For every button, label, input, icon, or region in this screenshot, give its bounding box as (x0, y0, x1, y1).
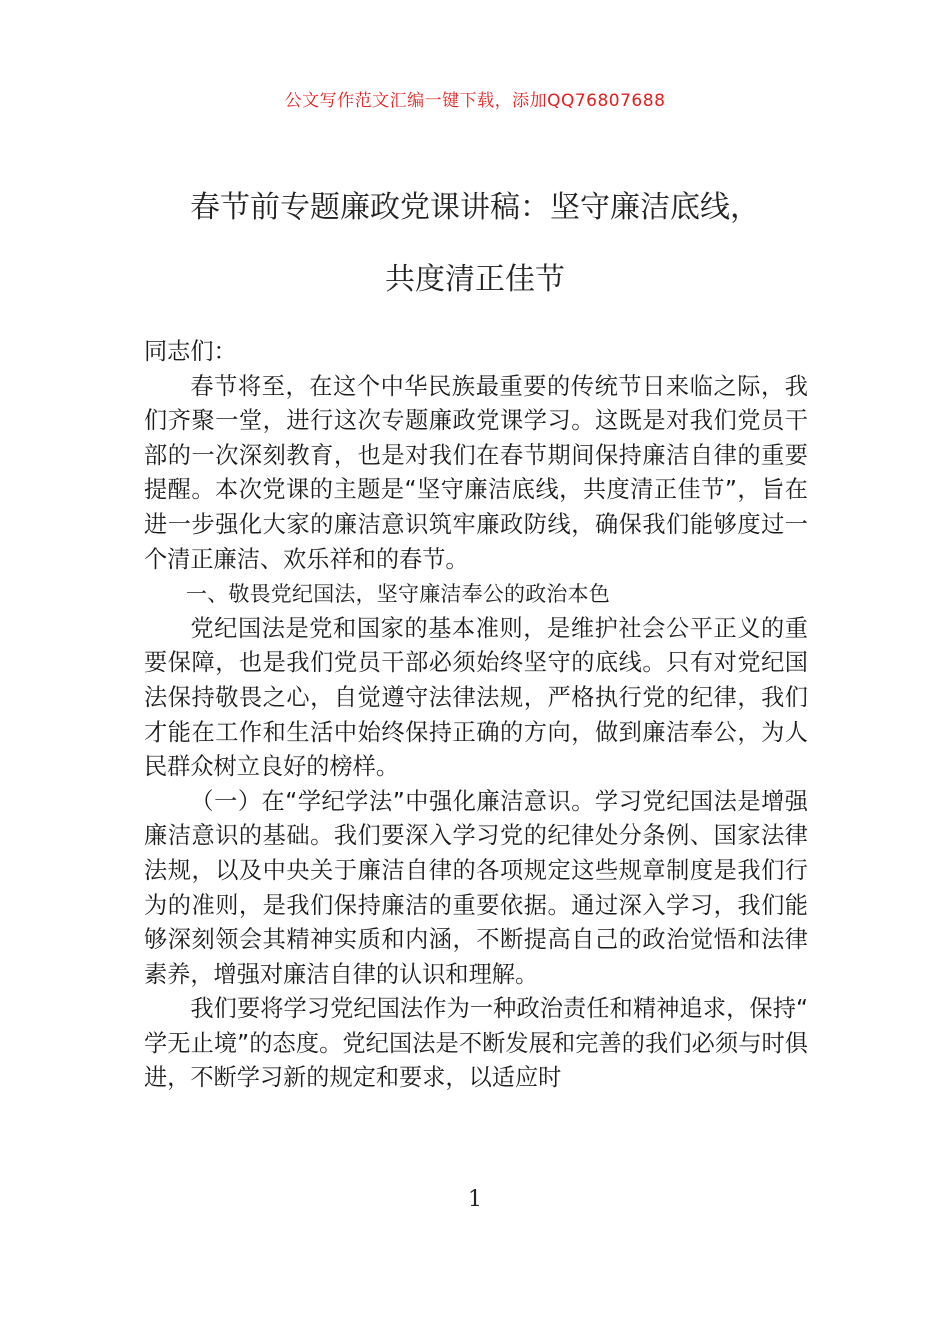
paragraph-continuation: 我们要将学习党纪国法作为一种政治责任和精神追求，保持“学无止境”的态度。党纪国法是不断发展和完善的我们必须与时俱进，不断学习新的规定和要求，以适应时 (144, 995, 808, 1092)
paragraph-intro: 春节将至，在这个中华民族最重要的传统节日来临之际，我们齐聚一堂，进行这次专题廉政党课学习。这既是对我们党员干部的一次深刻教育，也是对我们在春节期间保持廉洁自律的重要提醒。本次党课的主题是“坚守廉洁底线，共度清正佳节”，旨在进一步强化大家的廉洁意识筑牢廉政防线，确保我们能够度过一个清正廉洁、欢乐祥和的春节。 (144, 372, 808, 573)
document-body (144, 335, 808, 1096)
document-title (100, 172, 850, 316)
paragraph-section-1: 党纪国法是党和国家的基本准则，是维护社会公平正义的重要保障，也是我们党员干部必须始终坚守的底线。只有对党纪国法保持敬畏之心，自觉遵守法律法规，严格执行党的纪律，我们才能在工作和生活中始终保持正确的方向，做到廉洁奉公，为人民群众树立良好的榜样。 (144, 614, 808, 781)
salutation: 同志们： (144, 338, 237, 365)
title-line-2: 共度清正佳节 (385, 262, 565, 297)
section-heading-1: 一、敬畏党纪国法，坚守廉洁奉公的政治本色 (186, 582, 610, 607)
paragraph-subsection-1: （一）在“学纪学法”中强化廉洁意识。学习党纪国法是增强廉洁意识的基础。我们要深入学习党的纪律处分条例、国家法律法规，以及中央关于廉洁自律的各项规定这些规章制度是我们行为的准则，是我们保持廉洁的重要依据。通过深入学习，我们能够深刻领会其精神实质和内涵，不断提高自己的政治觉悟和法律素养，增强对廉洁自律的认识和理解。 (144, 787, 808, 988)
title-line-1: 春节前专题廉政党课讲稿：坚守廉洁底线， (190, 190, 760, 225)
header-download-note[interactable]: 公文写作范文汇编一键下载，添加QQ76807688 (284, 91, 666, 111)
page-number: 1 (468, 1187, 482, 1212)
